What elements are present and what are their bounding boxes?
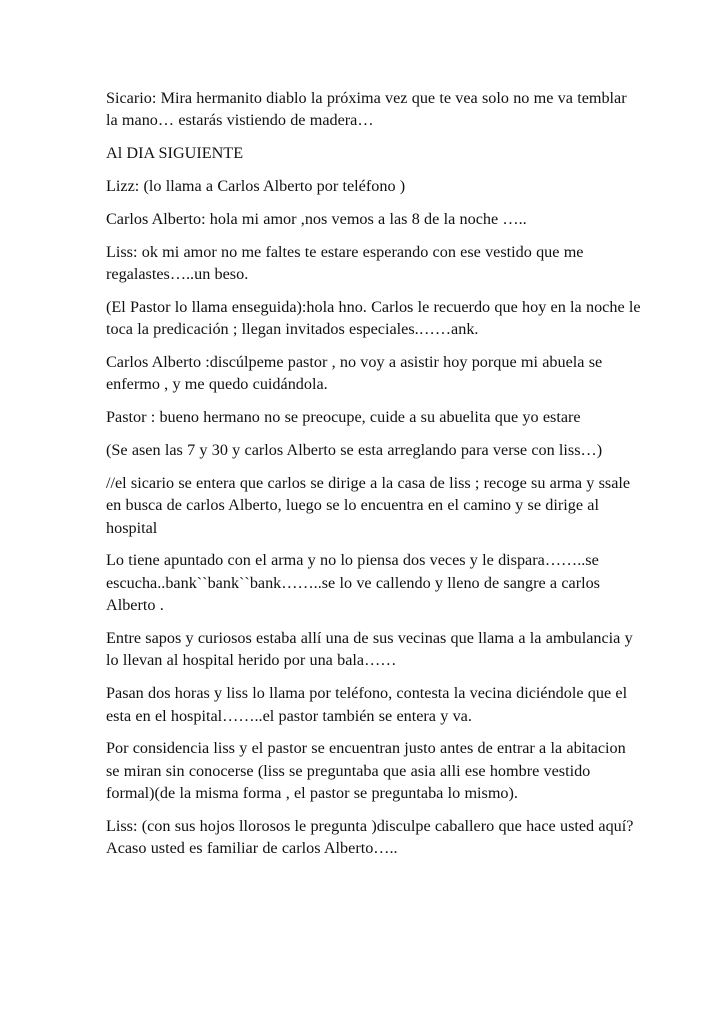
paragraph: Pasan dos horas y liss lo llama por teléfono, contesta la vecina diciéndole que el esta en el hospital……..el pastor también se entera y va. — [106, 684, 628, 725]
paragraph: Pastor : bueno hermano no se preocupe, cuide a su abuelita que yo estare — [106, 408, 581, 427]
paragraph: (El Pastor lo llama enseguida):hola hno. Carlos le recuerdo que hoy en la noche le toca la predicación ; llegan invitados especiales.……ank. — [106, 297, 641, 339]
paragraph: Liss: (con sus hojos llorosos le pregunta )disculpe caballero que hace usted aquí? Acaso usted es familiar de carlos Alberto….. — [106, 817, 634, 858]
paragraph: Al DIA SIGUIENTE — [106, 144, 244, 163]
paragraph: Sicario: Mira hermanito diablo la próxima vez que te vea solo no me va temblar la mano… estarás vistiendo de madera… — [106, 89, 627, 130]
paragraph: //el sicario se entera que carlos se dirige a la casa de liss ; recoge su arma y ssale en busca de carlos Alberto, luego se lo encuentra en el camino y se dirige al hospital — [106, 473, 631, 537]
paragraph: Lizz: (lo llama a Carlos Alberto por teléfono ) — [106, 177, 406, 195]
paragraph: Carlos Alberto: hola mi amor ,nos vemos a las 8 de la noche ….. — [106, 209, 527, 228]
paragraph: (Se asen las 7 y 30 y carlos Alberto se esta arreglando para verse con liss…) — [106, 441, 603, 459]
document-body — [106, 87, 642, 870]
paragraph: Carlos Alberto :discúlpeme pastor , no voy a asistir hoy porque mi abuela se enfermo , y me quedo cuidándola. — [106, 353, 603, 394]
paragraph: Liss: ok mi amor no me faltes te estare esperando con ese vestido que me regalastes…..un beso. — [106, 242, 584, 283]
paragraph: Lo tiene apuntado con el arma y no lo piensa dos veces y le dispara……..se escucha..bank``bank``bank……..se lo ve callendo y lleno de sangre a carlos Alberto . — [106, 551, 600, 615]
paragraph: Por considencia liss y el pastor se encuentran justo antes de entrar a la abitacion se miran sin conocerse (liss se preguntaba que asia alli ese hombre vestido formal)(de la misma forma , el pastor se preguntaba lo mismo). — [106, 739, 626, 803]
paragraph: Entre sapos y curiosos estaba allí una de sus vecinas que llama a la ambulancia y lo llevan al hospital herido por una bala…… — [106, 629, 633, 670]
